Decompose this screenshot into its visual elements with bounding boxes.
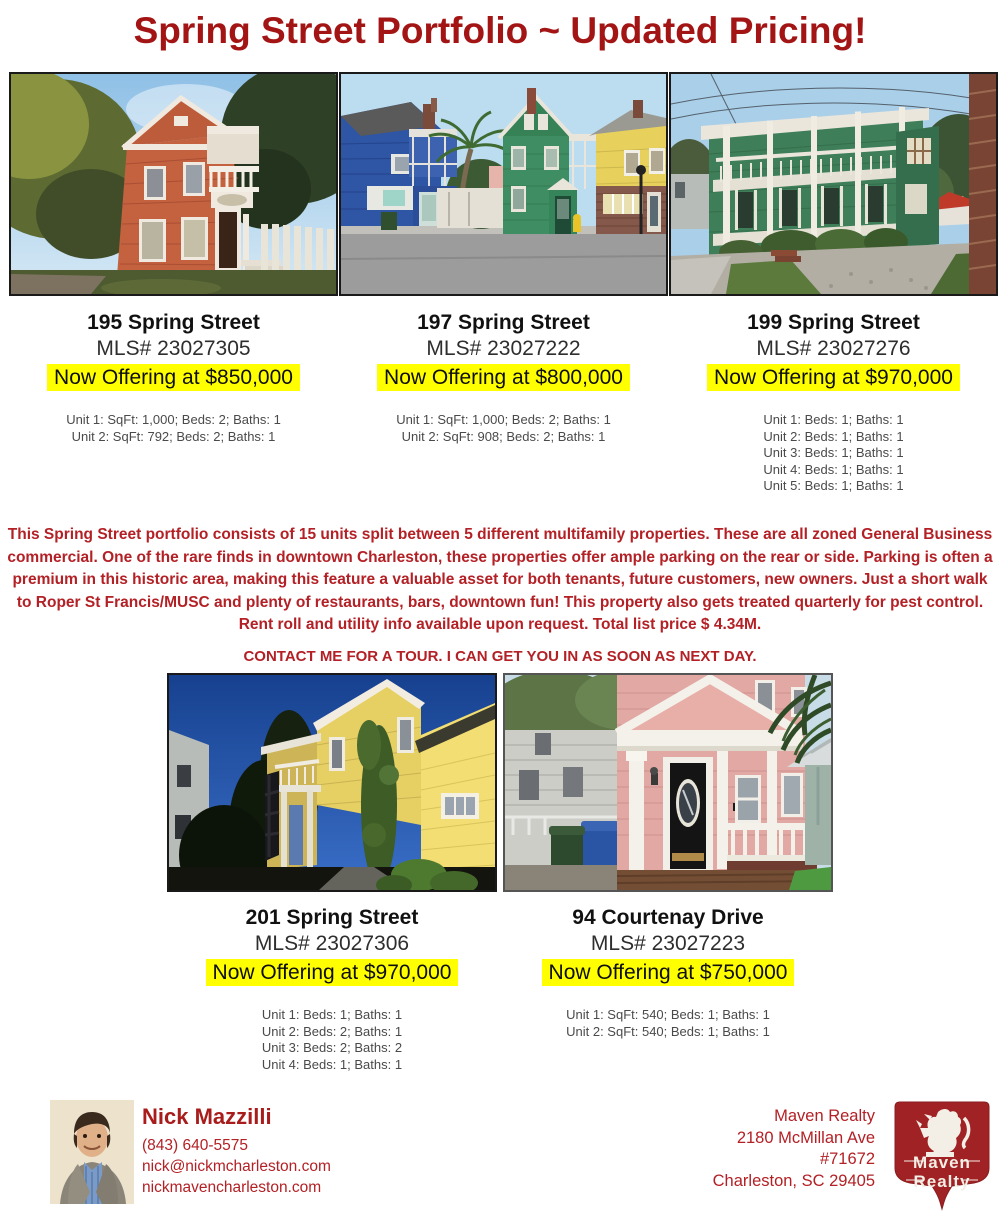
brokerage-address-line2: #71672: [819, 1150, 875, 1168]
unit-list: [167, 1007, 497, 1073]
unit-line: Unit 1: SqFt: 1,000; Beds: 2; Baths: 1: [396, 412, 611, 427]
unit-line: Unit 1: SqFt: 1,000; Beds: 2; Baths: 1: [66, 412, 281, 427]
maven-realty-logo: [886, 1098, 998, 1212]
photo-199-spring-street: [669, 72, 998, 296]
property-card-197: [339, 310, 668, 445]
property-address: 197 Spring Street: [417, 311, 590, 334]
property-address: 199 Spring Street: [747, 311, 920, 334]
property-price-highlight: Now Offering at $750,000: [542, 959, 795, 986]
agent-name: Nick Mazzilli: [142, 1104, 272, 1129]
property-mls: MLS# 23027306: [254, 932, 410, 955]
house-photo-yellow: [169, 675, 495, 890]
property-mls: MLS# 23027222: [426, 337, 581, 360]
agent-phone: (843) 640-5575: [142, 1137, 248, 1154]
unit-line: Unit 3: Beds: 2; Baths: 2: [261, 1040, 403, 1055]
unit-list: [339, 412, 668, 445]
unit-line: Unit 5: Beds: 1; Baths: 1: [763, 478, 904, 493]
photo-94-courtenay-drive: [503, 673, 833, 892]
agent-headshot: [50, 1100, 134, 1204]
unit-line: Unit 3: Beds: 1; Baths: 1: [763, 445, 904, 460]
unit-line: Unit 2: SqFt: 540; Beds: 1; Baths: 1: [566, 1023, 770, 1039]
house-photo-pink: [505, 675, 831, 890]
agent-info-block: [142, 1104, 331, 1198]
property-card-201: [167, 905, 497, 1073]
maven-realty-shield: [886, 1098, 998, 1212]
property-address: 94 Courtenay Drive: [572, 906, 764, 929]
photo-197-spring-street: [339, 72, 668, 296]
property-card-199: [669, 310, 998, 495]
unit-line: Unit 4: Beds: 1; Baths: 1: [763, 461, 904, 477]
logo-word-realty: Realty: [913, 1172, 971, 1191]
unit-line: Unit 2: Beds: 2; Baths: 1: [261, 1023, 403, 1039]
property-price-highlight: Now Offering at $970,000: [206, 959, 459, 986]
logo-word-maven: Maven: [913, 1153, 971, 1172]
property-price-highlight: Now Offering at $850,000: [47, 364, 300, 391]
property-card-195: [9, 310, 338, 445]
property-card-94: [503, 905, 833, 1040]
portfolio-description: This Spring Street portfolio consists of 15 units split between 5 different multifamily properties. These are all zoned General Business commercial. One of the rare finds in downtown Charleston, these properties offer ample parking on the rear or side. Parking is often a premium in this historic area, making this feature a valuable asset for both tenants, future customers, new owners. Just a short walk to Roper St Francis/MUSC and plenty of restaurants, bars, downtown fun! This property also gets treated quarterly for pest control. Rent roll and utility info available upon request. Total list price $ 4.34M.: [7, 526, 993, 633]
house-photo-orange: [11, 74, 336, 294]
unit-list: [669, 412, 998, 495]
property-mls: MLS# 23027305: [96, 337, 251, 360]
unit-line: Unit 1: SqFt: 540; Beds: 1; Baths: 1: [566, 1007, 770, 1022]
property-mls: MLS# 23027276: [756, 337, 911, 360]
agent-website: nickmavencharleston.com: [142, 1179, 322, 1196]
property-mls: MLS# 23027223: [590, 932, 746, 955]
property-address: 201 Spring Street: [245, 906, 419, 929]
unit-line: Unit 2: Beds: 1; Baths: 1: [763, 428, 904, 444]
unit-list: [9, 412, 338, 445]
house-photo-green: [671, 74, 996, 294]
unit-line: Unit 1: Beds: 1; Baths: 1: [261, 1007, 403, 1022]
brokerage-address-block: [560, 1106, 875, 1192]
brokerage-address-line3: Charleston, SC 29405: [712, 1171, 875, 1190]
photo-201-spring-street: [167, 673, 497, 892]
brokerage-name: Maven Realty: [774, 1107, 875, 1125]
property-address: 195 Spring Street: [87, 311, 260, 334]
unit-line: Unit 2: SqFt: 792; Beds: 2; Baths: 1: [71, 428, 276, 444]
house-photo-street-scene: [341, 74, 666, 294]
contact-banner: CONTACT ME FOR A TOUR. I CAN GET YOU IN AS SOON AS NEXT DAY.: [243, 648, 757, 665]
page-title: Spring Street Portfolio ~ Updated Pricing!: [133, 10, 867, 51]
agent-email: nick@nickmcharleston.com: [142, 1158, 331, 1175]
property-price-highlight: Now Offering at $800,000: [377, 364, 630, 391]
unit-line: Unit 2: SqFt: 908; Beds: 2; Baths: 1: [401, 428, 606, 444]
unit-line: Unit 4: Beds: 1; Baths: 1: [261, 1056, 403, 1072]
agent-photo: [50, 1100, 134, 1204]
brokerage-address-line1: 2180 McMillan Ave: [736, 1128, 875, 1147]
photo-195-spring-street: [9, 72, 338, 296]
unit-list: [503, 1007, 833, 1040]
property-price-highlight: Now Offering at $970,000: [707, 364, 960, 391]
unit-line: Unit 1: Beds: 1; Baths: 1: [763, 412, 904, 427]
